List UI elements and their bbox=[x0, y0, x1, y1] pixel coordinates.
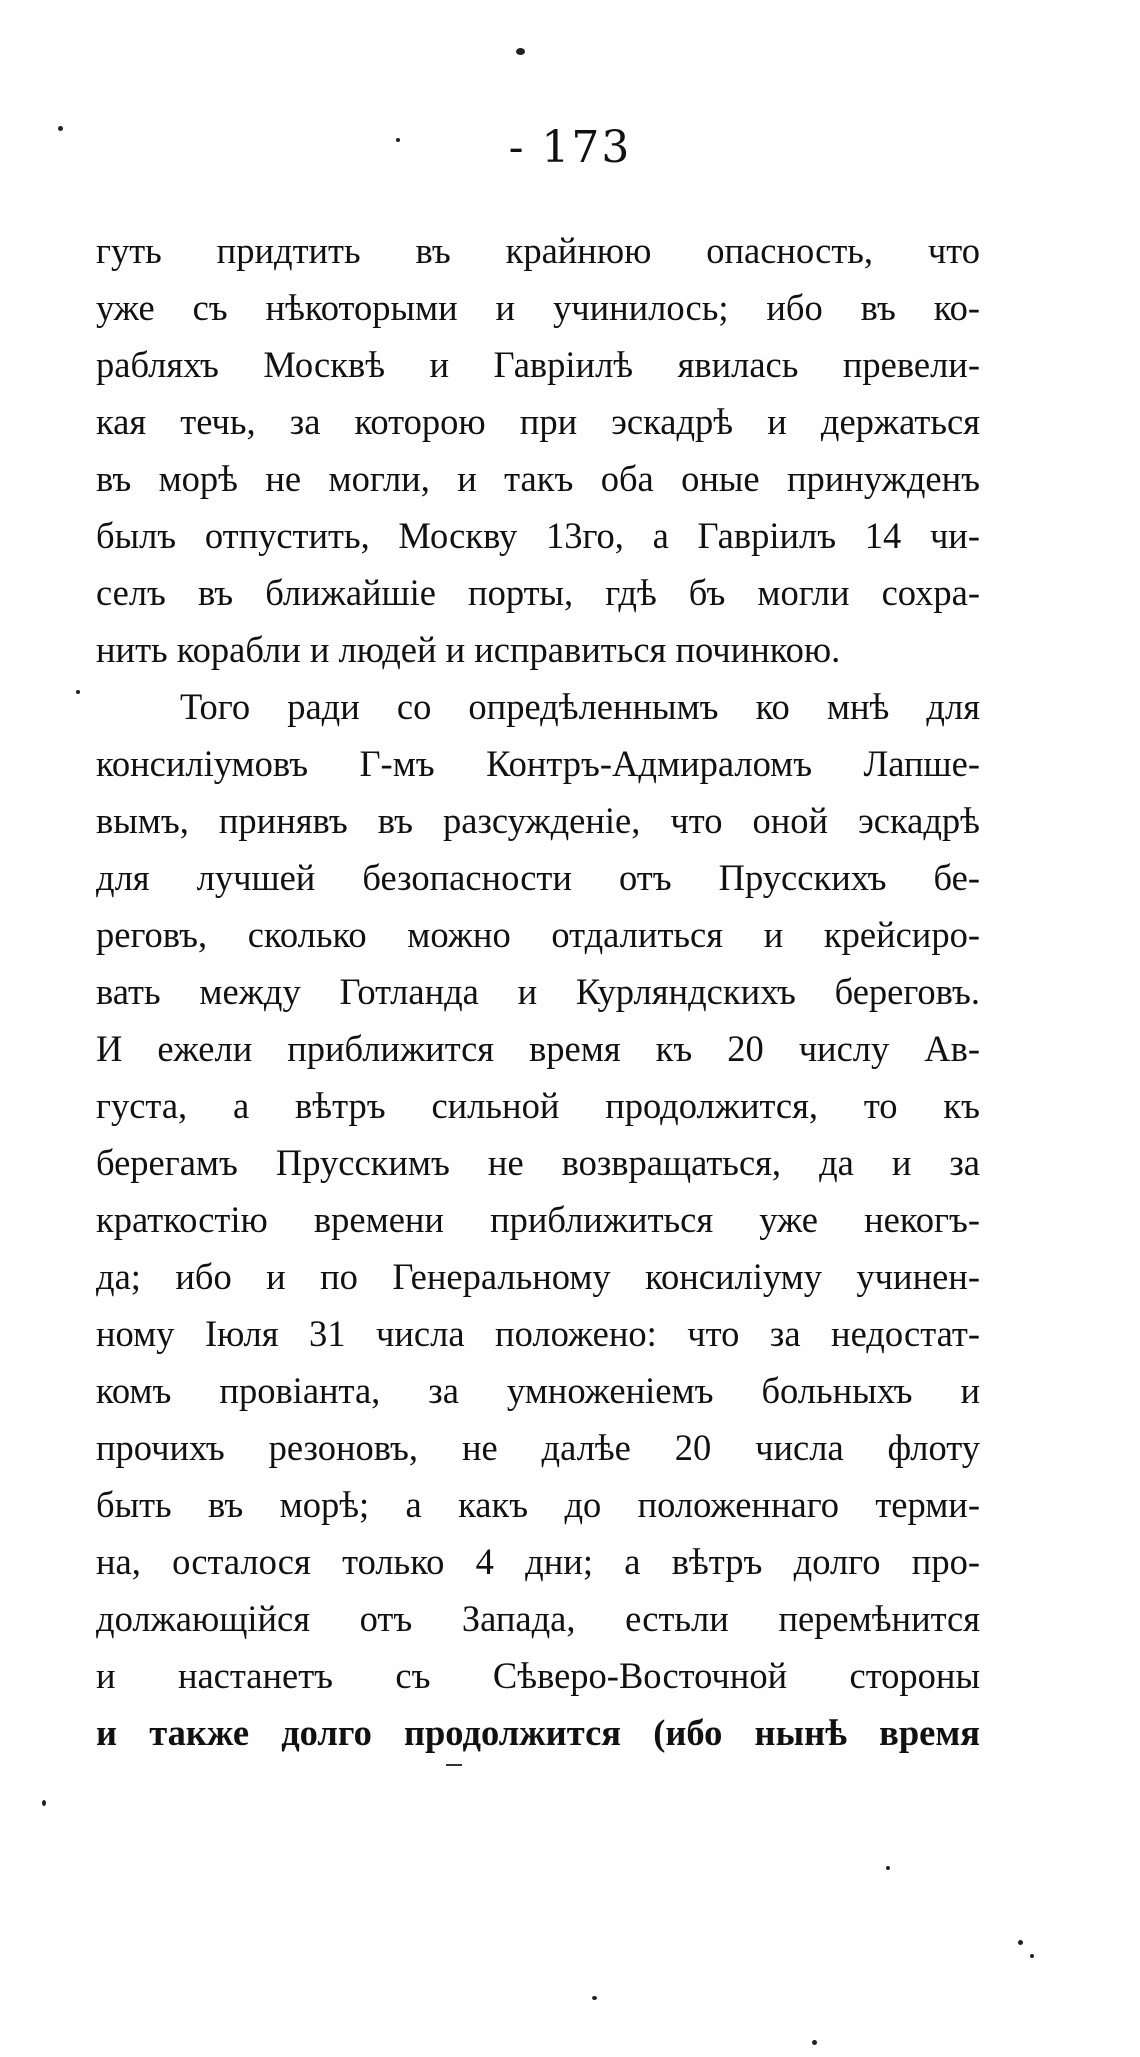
text-line: реговъ, сколько можно отдалиться и крейсиро- bbox=[96, 914, 980, 955]
body-text bbox=[96, 222, 980, 1761]
page-number: - 173 bbox=[508, 122, 632, 173]
text-line: консиліумовъ Г-мъ Контръ-Адмираломъ Лапше- bbox=[96, 743, 980, 784]
scan-speck bbox=[42, 1800, 46, 1806]
scan-speck bbox=[58, 126, 63, 131]
text-line: берегамъ Прусскимъ не возвращаться, да и за bbox=[96, 1142, 980, 1183]
scan-speck bbox=[886, 1866, 890, 1870]
text-line: и настанетъ съ Сѣверо-Восточной стороны bbox=[96, 1655, 980, 1696]
scan-speck bbox=[812, 2040, 817, 2045]
text-line: рабляхъ Москвѣ и Гавріилѣ явилась превели- bbox=[96, 344, 980, 385]
text-line: для лучшей безопасности отъ Прусскихъ бе- bbox=[96, 857, 980, 898]
text-line: нить корабли и людей и исправиться починкою. bbox=[96, 629, 841, 670]
text-line: вать между Готланда и Курляндскихъ береговъ. bbox=[96, 971, 980, 1012]
scan-mark bbox=[446, 1764, 462, 1766]
text-line: уже съ нѣкоторыми и учинилось; ибо въ ко- bbox=[96, 287, 980, 328]
text-line: селъ въ ближайшіе порты, гдѣ бъ могли сохра- bbox=[96, 572, 980, 613]
text-line: комъ провіанта, за умноженіемъ больныхъ и bbox=[96, 1370, 980, 1411]
text-line: прочихъ резоновъ, не далѣе 20 числа флоту bbox=[96, 1427, 980, 1468]
text-line: и также долго продолжится (ибо нынѣ время bbox=[96, 1712, 980, 1753]
text-line: густа, а вѣтръ сильной продолжится, то къ bbox=[96, 1085, 980, 1126]
text-line: былъ отпустить, Москву 13го, а Гавріилъ 14 чи- bbox=[96, 515, 980, 556]
text-line: въ морѣ не могли, и такъ оба оные принужденъ bbox=[96, 458, 980, 499]
paragraph-start-line: Того ради со опредѣленнымъ ко мнѣ для bbox=[180, 686, 980, 727]
text-line: вымъ, принявъ въ разсужденіе, что оной эскадрѣ bbox=[96, 800, 980, 841]
scan-speck bbox=[1030, 1954, 1034, 1958]
text-line: да; ибо и по Генеральному консиліуму учинен- bbox=[96, 1256, 980, 1297]
text-line: кая течь, за которою при эскадрѣ и держаться bbox=[96, 401, 980, 442]
text-line: ному Іюля 31 числа положено: что за недостат- bbox=[96, 1313, 980, 1354]
text-line: краткостію времени приближиться уже некогъ- bbox=[96, 1199, 980, 1240]
scan-speck bbox=[516, 48, 525, 55]
scan-speck bbox=[1018, 1940, 1023, 1945]
text-line: гуть придтить въ крайнюю опасность, что bbox=[96, 230, 980, 271]
scan-speck bbox=[592, 1996, 597, 2000]
scan-speck bbox=[76, 690, 80, 694]
text-line: И ежели приближится время къ 20 числу Ав- bbox=[96, 1028, 980, 1069]
text-line: быть въ морѣ; а какъ до положеннаго терми- bbox=[96, 1484, 980, 1525]
text-line: на, осталося только 4 дни; а вѣтръ долго про- bbox=[96, 1541, 980, 1582]
scan-speck bbox=[396, 138, 400, 142]
text-line: должающійся отъ Запада, естьли перемѣнится bbox=[96, 1598, 980, 1639]
